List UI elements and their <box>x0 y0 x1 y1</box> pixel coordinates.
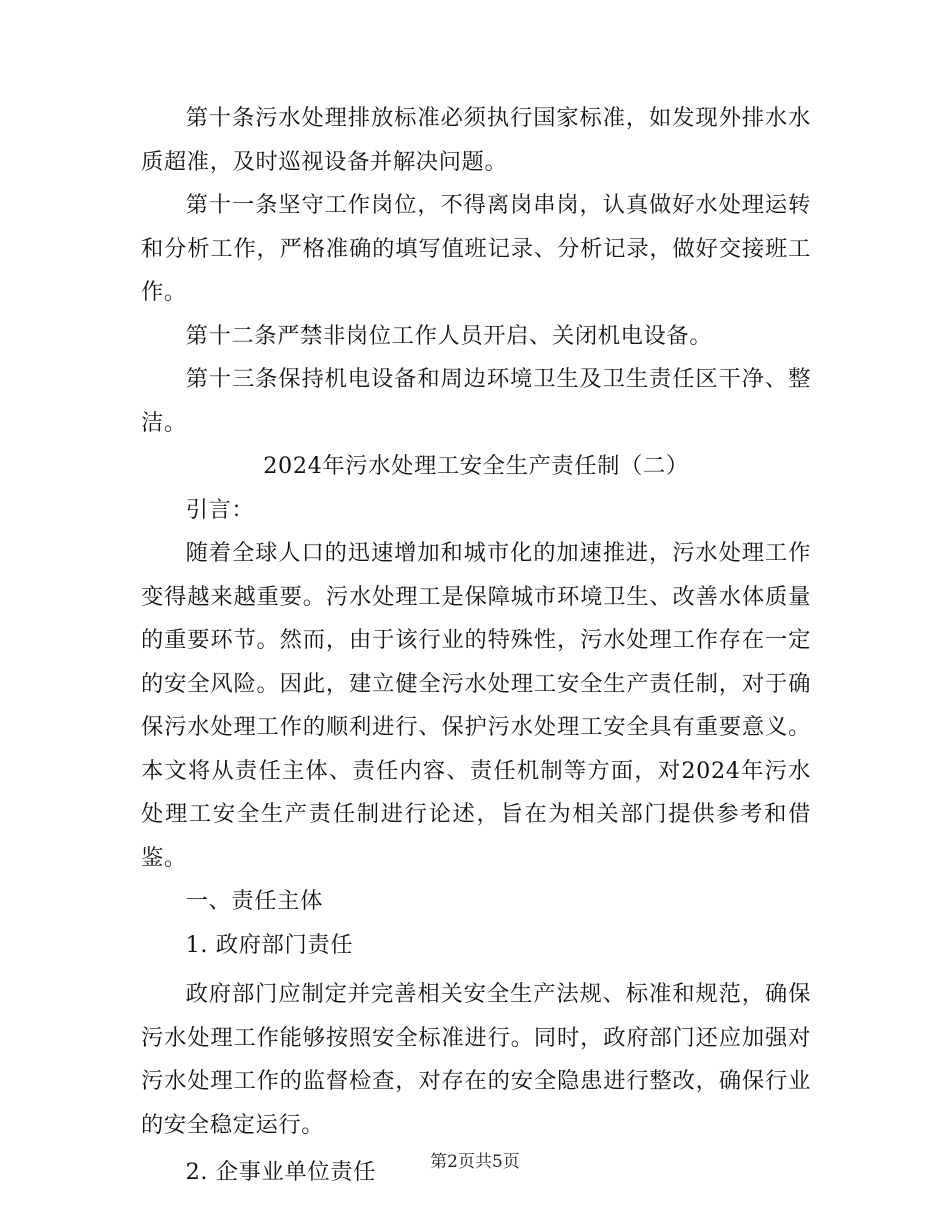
subheading-enterprise: 2. 企事业单位责任 <box>185 1159 377 1185</box>
heading-responsibility-subject: 一、责任主体 <box>185 888 323 914</box>
intro-paragraph: 随着全球人口的迅速增加和城市化的加速推进，污水处理工作变得越来越重要。污水处理工是保障城市环境卫生、改善水体质量的重要环节。然而，由于该行业的特殊性，污水处理工作存在一定的安全风险。因此，建立健全污水处理工安全生产责任制，对于确保污水处理工作的顺利进行、保护污水处理工安全具有重要意义。本文将从责任主体、责任内容、责任机制等方面，对2024年污水处理工安全生产责任制进行论述，旨在为相关部门提供参考和借鉴。 <box>141 540 811 871</box>
article-13-paragraph: 第十三条保持机电设备和周边环境卫生及卫生责任区干净、整洁。 <box>141 366 811 436</box>
government-paragraph: 政府部门应制定并完善相关安全生产法规、标准和规范，确保污水处理工作能够按照安全标准进行。同时，政府部门还应加强对污水处理工作的监督检查，对存在的安全隐患进行整改，确保行业的安全稳定运行。 <box>141 981 811 1138</box>
subheading-government: 1. 政府部门责任 <box>185 931 354 958</box>
document-body <box>141 97 811 1195</box>
article-11-paragraph: 第十一条坚守工作岗位，不得离岗串岗，认真做好水处理运转和分析工作，严格准确的填写值班记录、分析记录，做好交接班工作。 <box>141 192 811 305</box>
intro-label: 引言： <box>185 496 255 523</box>
section-title: 2024年污水处理工安全生产责任制（二） <box>263 453 689 479</box>
article-10-paragraph: 第十条污水处理排放标准必须执行国家标准，如发现外排水水质超准，及时巡视设备并解决问题。 <box>141 105 811 175</box>
article-12-paragraph: 第十二条严禁非岗位工作人员开启、关闭机电设备。 <box>185 322 713 349</box>
page-number-footer: 第2页共5页 <box>430 1152 520 1172</box>
